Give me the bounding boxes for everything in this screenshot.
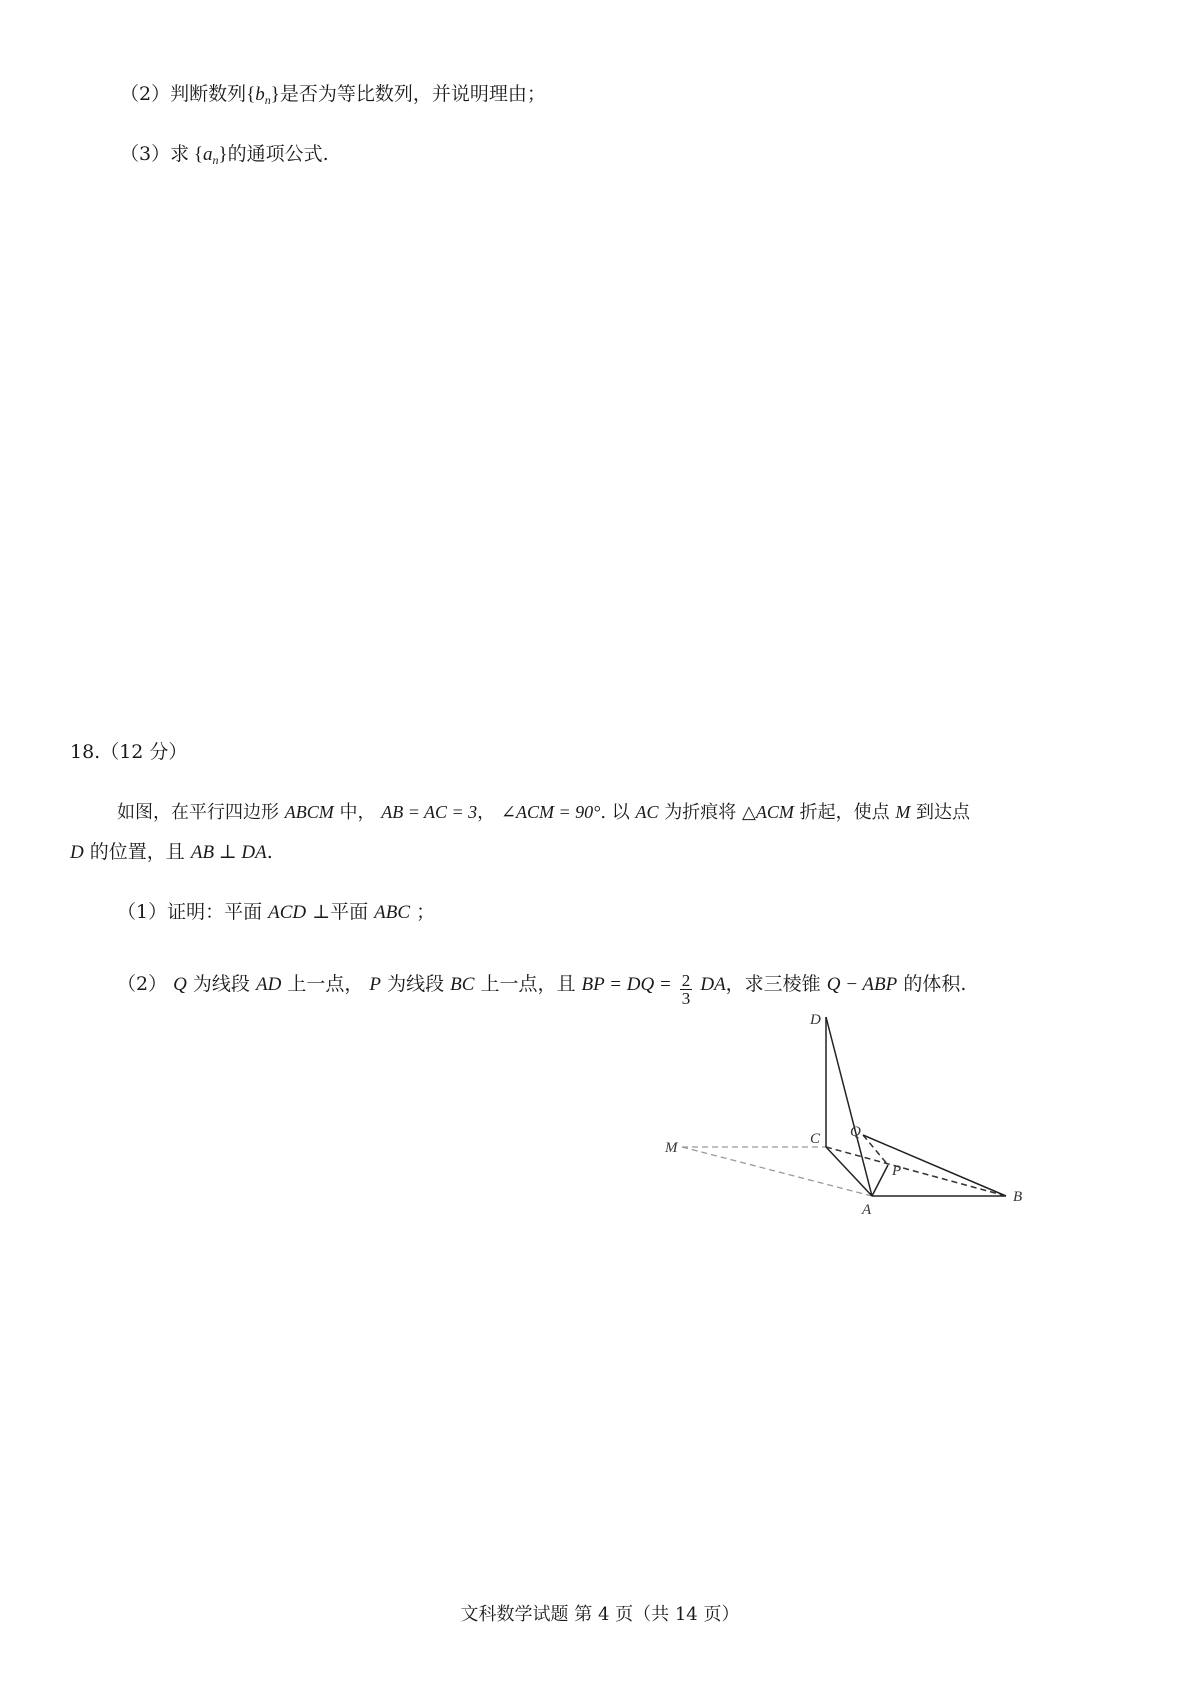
edge-pa <box>872 1165 888 1196</box>
seq-b: b <box>255 84 265 105</box>
label-p: P <box>892 1163 902 1179</box>
q18-part2 <box>117 970 967 1008</box>
perp-symbol: ⊥ <box>312 902 331 923</box>
text: ，求三棱锥 <box>725 973 821 995</box>
q17-part3-tail: 的通项公式. <box>227 143 329 165</box>
label-m: M <box>665 1140 678 1156</box>
q17-part3-label: （3）求 <box>120 143 190 165</box>
seq-a-subscript: n <box>212 153 219 167</box>
edge-cb <box>826 1147 1006 1196</box>
math-triangle-acm: △ACM <box>742 802 794 822</box>
q17-part2: （2）判断数列$\{b_n\}$是否为等比数列，并说明理由； <box>120 83 546 107</box>
fraction-denominator: 3 <box>681 988 691 1008</box>
text: 的位置，且 <box>89 841 185 863</box>
fraction-numerator: 2 <box>681 970 691 990</box>
var-ac: AC <box>635 802 659 822</box>
text: 中， <box>339 802 376 823</box>
var-d: D <box>70 842 84 863</box>
var-abc: ABC <box>374 902 411 923</box>
text: 上一点， <box>287 973 364 995</box>
math-ab-ac: AB = AC = 3 <box>381 802 478 822</box>
edge-ma <box>682 1147 872 1196</box>
seq-a: a <box>202 144 213 165</box>
text: ， <box>477 802 496 823</box>
text: 到达点 <box>916 802 971 823</box>
page-footer: 文科数学试题 第 4 页（共 14 页） <box>460 1604 740 1625</box>
seq-b-subscript: n <box>264 93 271 107</box>
q17-part2-tail: 是否为等比数列，并说明理由； <box>279 83 546 105</box>
text: 上一点，且 <box>480 973 576 995</box>
var-q: Q <box>173 974 187 995</box>
var-ad: AD <box>255 974 282 995</box>
q17-part2-label: （2）判断数列 <box>120 83 247 105</box>
q17-part3: （3）求 $\{a_n\}$的通项公式. <box>120 143 329 167</box>
math-ab-perp-da: AB ⊥ DA <box>190 842 267 863</box>
q18-part1 <box>117 898 435 927</box>
text: 折起，使点 <box>799 802 890 823</box>
text: 为线段 <box>192 973 250 995</box>
edge-qb <box>863 1135 1006 1196</box>
math-angle-acm: ∠ACM = 90° <box>500 802 601 822</box>
q18-intro-line1 <box>117 798 970 827</box>
geometry-figure <box>650 1000 1050 1250</box>
var-bc: BC <box>450 974 475 995</box>
var-m: M <box>895 802 911 822</box>
var-abcm: ABCM <box>284 802 334 822</box>
text: 为折痕将 <box>664 802 737 823</box>
math-bp-dq: BP = DQ = <box>581 974 672 995</box>
fraction-two-thirds <box>680 970 693 1008</box>
text: . <box>266 841 273 863</box>
var-da: DA <box>700 974 726 995</box>
text: 如图，在平行四边形 <box>117 802 279 823</box>
q18-part2-label: （2） <box>117 973 168 995</box>
text: . 以 <box>600 802 630 823</box>
edge-da <box>826 1017 872 1196</box>
label-c: C <box>810 1131 821 1147</box>
q18-intro-line2 <box>70 838 273 867</box>
label-d: D <box>810 1012 821 1028</box>
label-q: Q <box>850 1124 861 1140</box>
label-a: A <box>862 1202 872 1218</box>
q18-part1-label: （1）证明：平面 <box>117 901 263 923</box>
text: 平面 <box>330 901 369 923</box>
var-p: P <box>369 974 382 995</box>
var-acd: ACD <box>268 902 307 923</box>
text: 的体积. <box>903 973 967 995</box>
q18-header: 18.（12 分） <box>70 741 188 763</box>
text: 为线段 <box>387 973 445 995</box>
label-b: B <box>1013 1189 1023 1205</box>
math-q-abp: Q − ABP <box>826 974 898 995</box>
text: ； <box>416 901 436 923</box>
